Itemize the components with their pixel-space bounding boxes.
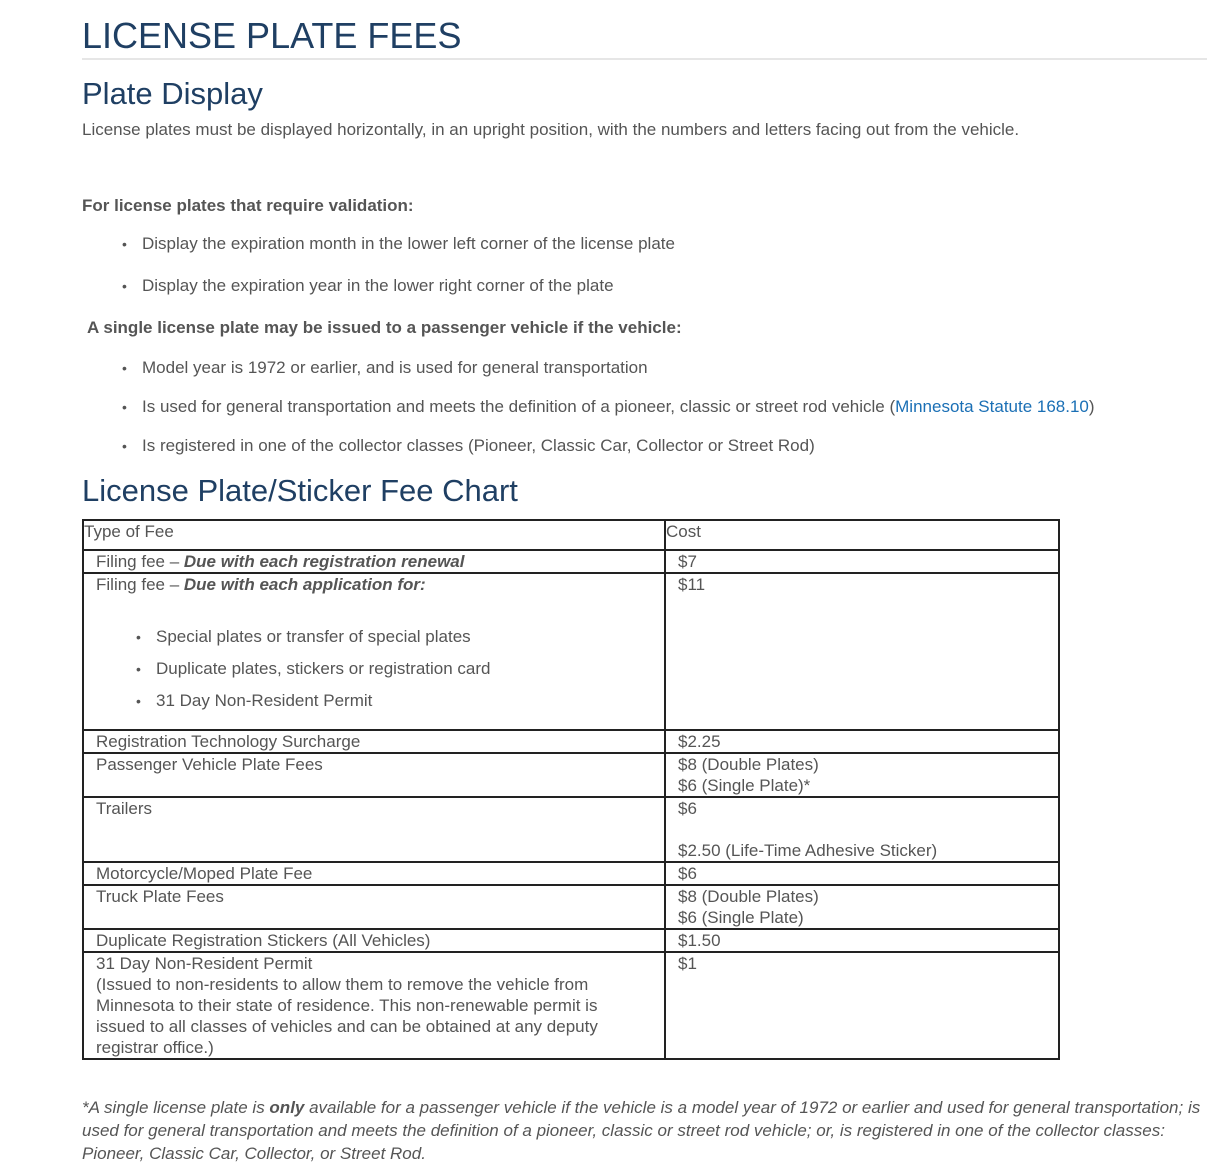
list-item: • Display the expiration month in the lower left corner of the license plate [82,232,1207,256]
bullet-icon: • [136,629,141,645]
bullet-icon: • [136,661,141,677]
minnesota-statute-link[interactable]: Minnesota Statute 168.10 [895,397,1089,416]
validation-lead: For license plates that require validation: [82,196,414,215]
fee-table [82,519,1060,1060]
plate-display-heading: Plate Display [82,76,263,111]
single-plate-list [82,356,1207,458]
table-row: Filing fee – Due with each application for: • Special plates or transfer of special plates • Duplicate plates, stickers or registration card • 31 Day Non-Resident Permit $11 [83,573,1059,730]
table-row: Registration Technology Surcharge $2.25 [83,730,1059,753]
page-title: LICENSE PLATE FEES [82,0,1207,60]
list-item: • Is registered in one of the collector classes (Pioneer, Classic Car, Collector or Street Rod) [82,434,1207,458]
table-row: Duplicate Registration Stickers (All Vehicles) $1.50 [83,929,1059,952]
single-plate-lead: A single license plate may be issued to a passenger vehicle if the vehicle: [87,318,682,337]
table-row: Passenger Vehicle Plate Fees $8 (Double Plates) $6 (Single Plate)* [83,753,1059,797]
page [82,0,1207,1165]
table-row: Truck Plate Fees $8 (Double Plates) $6 (Single Plate) [83,885,1059,929]
plate-display-intro: License plates must be displayed horizontally, in an upright position, with the numbers and letters facing out from the vehicle. [82,120,1020,139]
list-item: • Special plates or transfer of special plates [96,621,664,653]
list-item: • 31 Day Non-Resident Permit [96,685,664,717]
bullet-icon: • [122,236,127,252]
list-item: • Model year is 1972 or earlier, and is used for general transportation [82,356,1207,380]
table-row: 31 Day Non-Resident Permit (Issued to non-residents to allow them to remove the vehicle from Minnesota to their state of residence. This non-renewable permit is issued to all classes of vehicles and can be obtained at any deputy registrar office.) $1 [83,952,1059,1059]
bullet-icon: • [122,399,127,415]
table-row: Filing fee – Due with each registration renewal $7 [83,550,1059,573]
list-item: • Is used for general transportation and meets the definition of a pioneer, classic or street rod vehicle (Minnesota Statute 168.10) [82,395,1207,419]
bullet-icon: • [122,278,127,294]
footnote: *A single license plate is only available for a passenger vehicle if the vehicle is a model year of 1972 or earlier and used for general transportation; is used for general transportation and meets the definition of a pioneer, classic or street rod vehicle; or, is registered in one of the collector classes: Pioneer, Classic Car, Collector, or Street Rod. [82,1098,1201,1163]
col-type-header: Type of Fee [83,520,665,550]
application-list [96,621,664,717]
table-header-row [83,520,1059,550]
validation-list [82,232,1207,298]
col-cost-header: Cost [665,520,1059,550]
table-row: Motorcycle/Moped Plate Fee $6 [83,862,1059,885]
bullet-icon: • [122,360,127,376]
list-item: • Display the expiration year in the lower right corner of the plate [82,274,1207,298]
bullet-icon: • [136,693,141,709]
table-row: Trailers $6 $2.50 (Life-Time Adhesive Sticker) [83,797,1059,862]
bullet-icon: • [122,438,127,454]
list-item: • Duplicate plates, stickers or registration card [96,653,664,685]
fee-chart-heading: License Plate/Sticker Fee Chart [82,473,518,508]
